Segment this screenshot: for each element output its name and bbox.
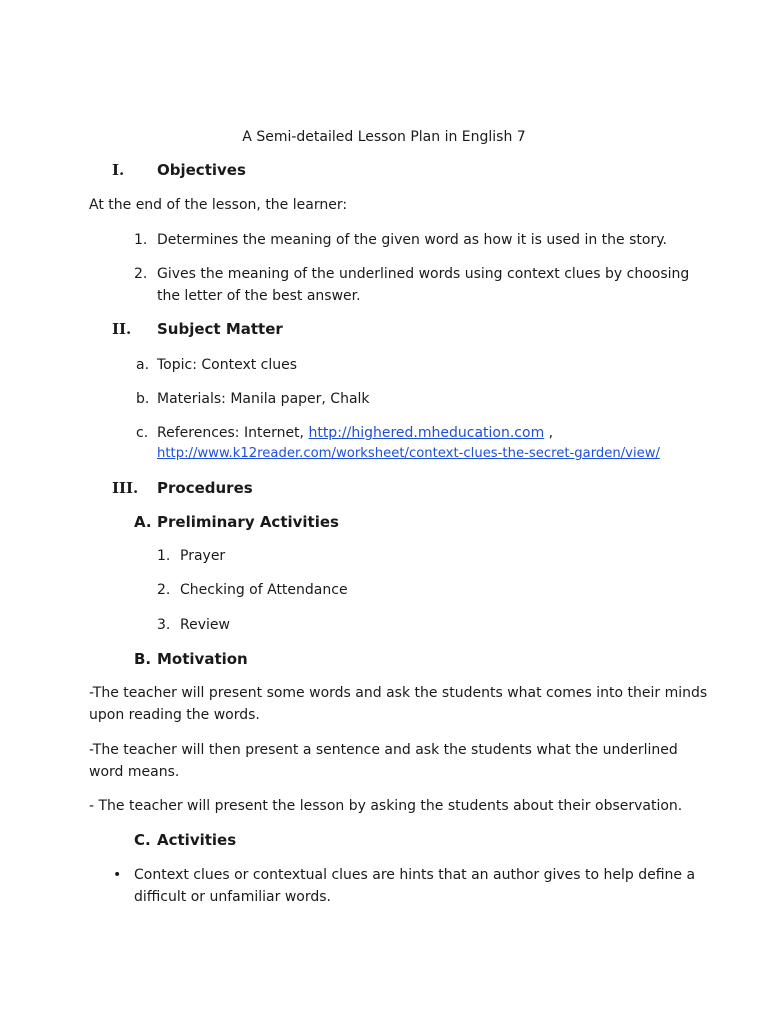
prelim-item: Prayer [180, 548, 226, 564]
reference-link-k12reader[interactable]: http://www.k12reader.com/worksheet/context-clues-the-secret-garden/view/ [157, 446, 660, 461]
prelim-item: Checking of Attendance [180, 582, 348, 598]
references-prefix: References: Internet, [157, 425, 309, 441]
subsection-label: C. [134, 831, 151, 849]
motivation-paragraph: - The teacher will present the lesson by asking the students about their observation. [89, 798, 683, 814]
reference-link-row [157, 443, 660, 465]
references-separator: , [544, 425, 554, 441]
subsection-heading-activities: Activities [157, 831, 237, 849]
objective-item-cont: the letter of the best answer. [157, 288, 361, 304]
list-marker: 2. [157, 582, 171, 598]
section-number: III. [112, 479, 139, 497]
subject-topic: Topic: Context clues [157, 357, 298, 373]
list-marker: c. [136, 425, 149, 441]
list-marker: 2. [134, 266, 148, 282]
objective-item: Determines the meaning of the given word as how it is used in the story. [157, 232, 667, 248]
section-heading-procedures: Procedures [157, 479, 253, 497]
subsection-heading-preliminary: Preliminary Activities [157, 513, 339, 531]
prelim-item: Review [180, 617, 230, 633]
subject-references [157, 422, 553, 444]
objectives-intro: At the end of the lesson, the learner: [89, 197, 348, 213]
section-number: II. [112, 320, 132, 338]
subsection-label: B. [134, 650, 152, 668]
list-marker: 1. [134, 232, 148, 248]
reference-link-mheducation[interactable]: http://highered.mheducation.com [308, 425, 545, 441]
subsection-heading-motivation: Motivation [157, 650, 248, 668]
objective-item: Gives the meaning of the underlined words using context clues by choosing [157, 266, 690, 282]
activities-text: Context clues or contextual clues are hints that an author gives to help define a [134, 867, 696, 883]
section-number: I. [112, 161, 125, 179]
list-marker: a. [136, 357, 150, 373]
list-marker: b. [136, 391, 150, 407]
bullet-icon: • [113, 867, 122, 883]
document-title: A Semi-detailed Lesson Plan in English 7 [242, 129, 526, 145]
list-marker: 1. [157, 548, 171, 564]
section-heading-subject-matter: Subject Matter [157, 320, 283, 338]
subsection-label: A. [134, 513, 152, 531]
motivation-paragraph: -The teacher will then present a sentence and ask the students what the underlined [89, 742, 678, 758]
motivation-paragraph: -The teacher will present some words and ask the students what comes into their minds [89, 685, 708, 701]
list-marker: 3. [157, 617, 171, 633]
motivation-paragraph-cont: upon reading the words. [89, 707, 260, 723]
subject-materials: Materials: Manila paper, Chalk [157, 391, 370, 407]
motivation-paragraph-cont: word means. [89, 764, 180, 780]
section-heading-objectives: Objectives [157, 161, 246, 179]
activities-text-cont: difficult or unfamiliar words. [134, 889, 331, 905]
